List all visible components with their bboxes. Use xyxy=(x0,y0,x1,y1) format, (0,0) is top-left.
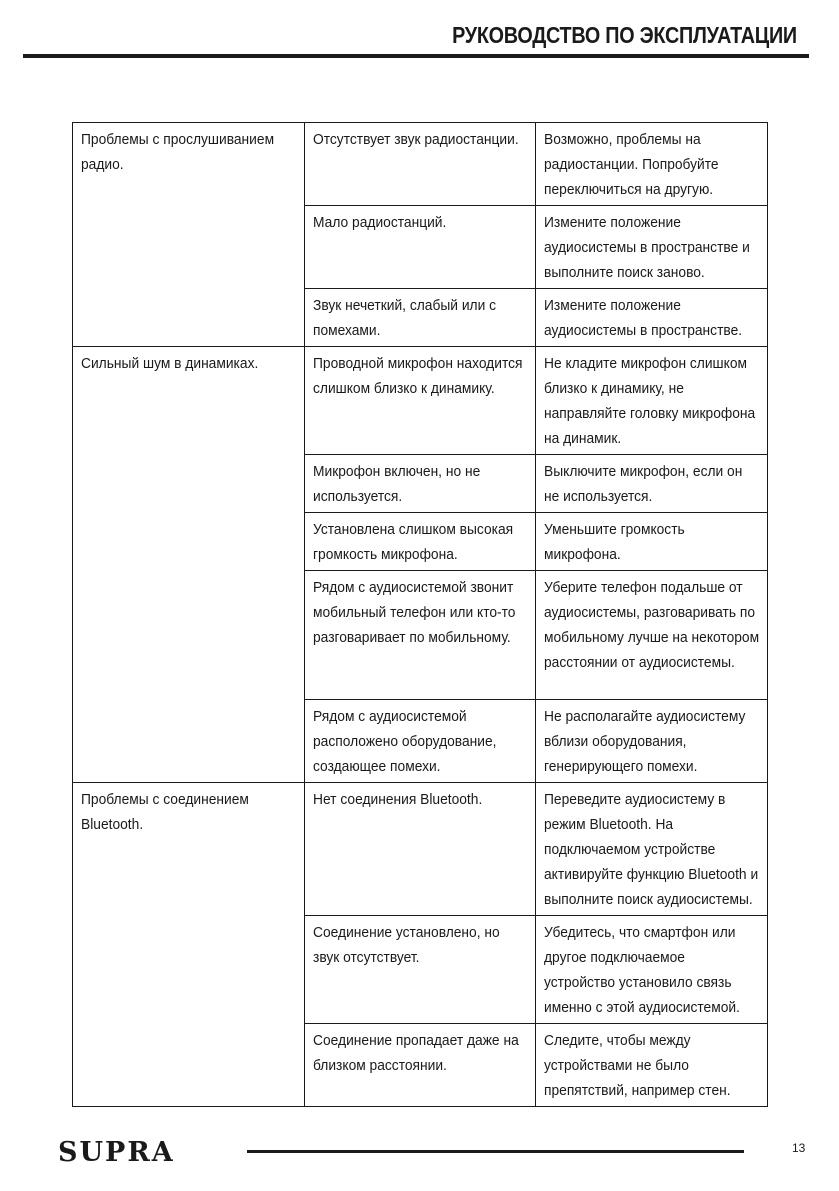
problem-text: Сильный шум в динамиках. xyxy=(81,355,259,372)
cause-cell xyxy=(305,783,536,916)
solution-cell xyxy=(536,206,768,289)
cause-text: Отсутствует звук радиостанции. xyxy=(313,131,519,148)
problem-cell xyxy=(73,347,305,783)
solution-cell xyxy=(536,123,768,206)
table-row xyxy=(73,123,768,206)
cause-text: Микрофон включен, но не используется. xyxy=(313,463,481,505)
problem-text: Проблемы с соединением Bluetooth. xyxy=(81,791,249,833)
solution-text: Не располагайте аудиосистему вблизи оборудования, генерирующего помехи. xyxy=(544,708,746,775)
page-number: 13 xyxy=(792,1141,806,1155)
cause-cell xyxy=(305,206,536,289)
solution-cell xyxy=(536,1024,768,1107)
solution-cell xyxy=(536,700,768,783)
cause-text: Соединение установлено, но звук отсутствует. xyxy=(313,924,500,966)
solution-cell xyxy=(536,916,768,1024)
cause-text: Проводной микрофон находится слишком близко к динамику. xyxy=(313,355,523,397)
cause-text: Нет соединения Bluetooth. xyxy=(313,791,483,808)
cause-cell xyxy=(305,513,536,571)
cause-text: Мало радиостанций. xyxy=(313,214,447,231)
solution-text: Убедитесь, что смартфон или другое подключаемое устройство установило связь именно с этой аудиосистемой. xyxy=(544,924,740,1016)
cause-text: Соединение пропадает даже на близком расстоянии. xyxy=(313,1032,519,1074)
table-row xyxy=(73,783,768,916)
cause-cell xyxy=(305,289,536,347)
brand-logo: SUPRA xyxy=(58,1137,175,1168)
problem-cell xyxy=(73,783,305,1107)
solution-cell xyxy=(536,347,768,455)
solution-text: Следите, чтобы между устройствами не было препятствий, например стен. xyxy=(544,1032,731,1099)
solution-cell xyxy=(536,571,768,700)
problem-text: Проблемы с прослушиванием радио. xyxy=(81,131,275,173)
cause-text: Установлена слишком высокая громкость микрофона. xyxy=(313,521,514,563)
header-divider xyxy=(23,54,809,58)
table-row xyxy=(73,347,768,455)
solution-text: Не кладите микрофон слишком близко к динамику, не направляйте головку микрофона на динамик. xyxy=(544,355,756,447)
cause-text: Звук нечеткий, слабый или с помехами. xyxy=(313,297,497,339)
cause-cell xyxy=(305,347,536,455)
problem-cell xyxy=(73,123,305,347)
solution-text: Переведите аудиосистему в режим Bluetooth. На подключаемом устройстве активируйте функцию Bluetooth и выполните поиск аудиосистемы. xyxy=(544,791,759,908)
cause-text: Рядом с аудиосистемой расположено оборудование, создающее помехи. xyxy=(313,708,497,775)
solution-text: Возможно, проблемы на радиостанции. Попробуйте переключиться на другую. xyxy=(544,131,719,198)
solution-cell xyxy=(536,455,768,513)
solution-text: Измените положение аудиосистемы в пространстве. xyxy=(544,297,743,339)
solution-cell xyxy=(536,513,768,571)
cause-cell xyxy=(305,571,536,700)
cause-cell xyxy=(305,455,536,513)
page-title: РУКОВОДСТВО ПО ЭКСПЛУАТАЦИИ xyxy=(452,22,797,48)
solution-text: Выключите микрофон, если он не используется. xyxy=(544,463,743,505)
solution-cell xyxy=(536,783,768,916)
solution-cell xyxy=(536,289,768,347)
cause-cell xyxy=(305,700,536,783)
cause-cell xyxy=(305,123,536,206)
cause-cell xyxy=(305,916,536,1024)
troubleshooting-table xyxy=(72,122,768,1107)
cause-cell xyxy=(305,1024,536,1107)
solution-text: Измените положение аудиосистемы в пространстве и выполните поиск заново. xyxy=(544,214,750,281)
solution-text: Уменьшите громкость микрофона. xyxy=(544,521,685,563)
solution-text: Уберите телефон подальше от аудиосистемы, разговаривать по мобильному лучше на некотором расстоянии от аудиосистемы. xyxy=(544,579,760,671)
footer-divider xyxy=(247,1150,744,1153)
cause-text: Рядом с аудиосистемой звонит мобильный телефон или кто-то разговаривает по мобильному. xyxy=(313,579,516,646)
